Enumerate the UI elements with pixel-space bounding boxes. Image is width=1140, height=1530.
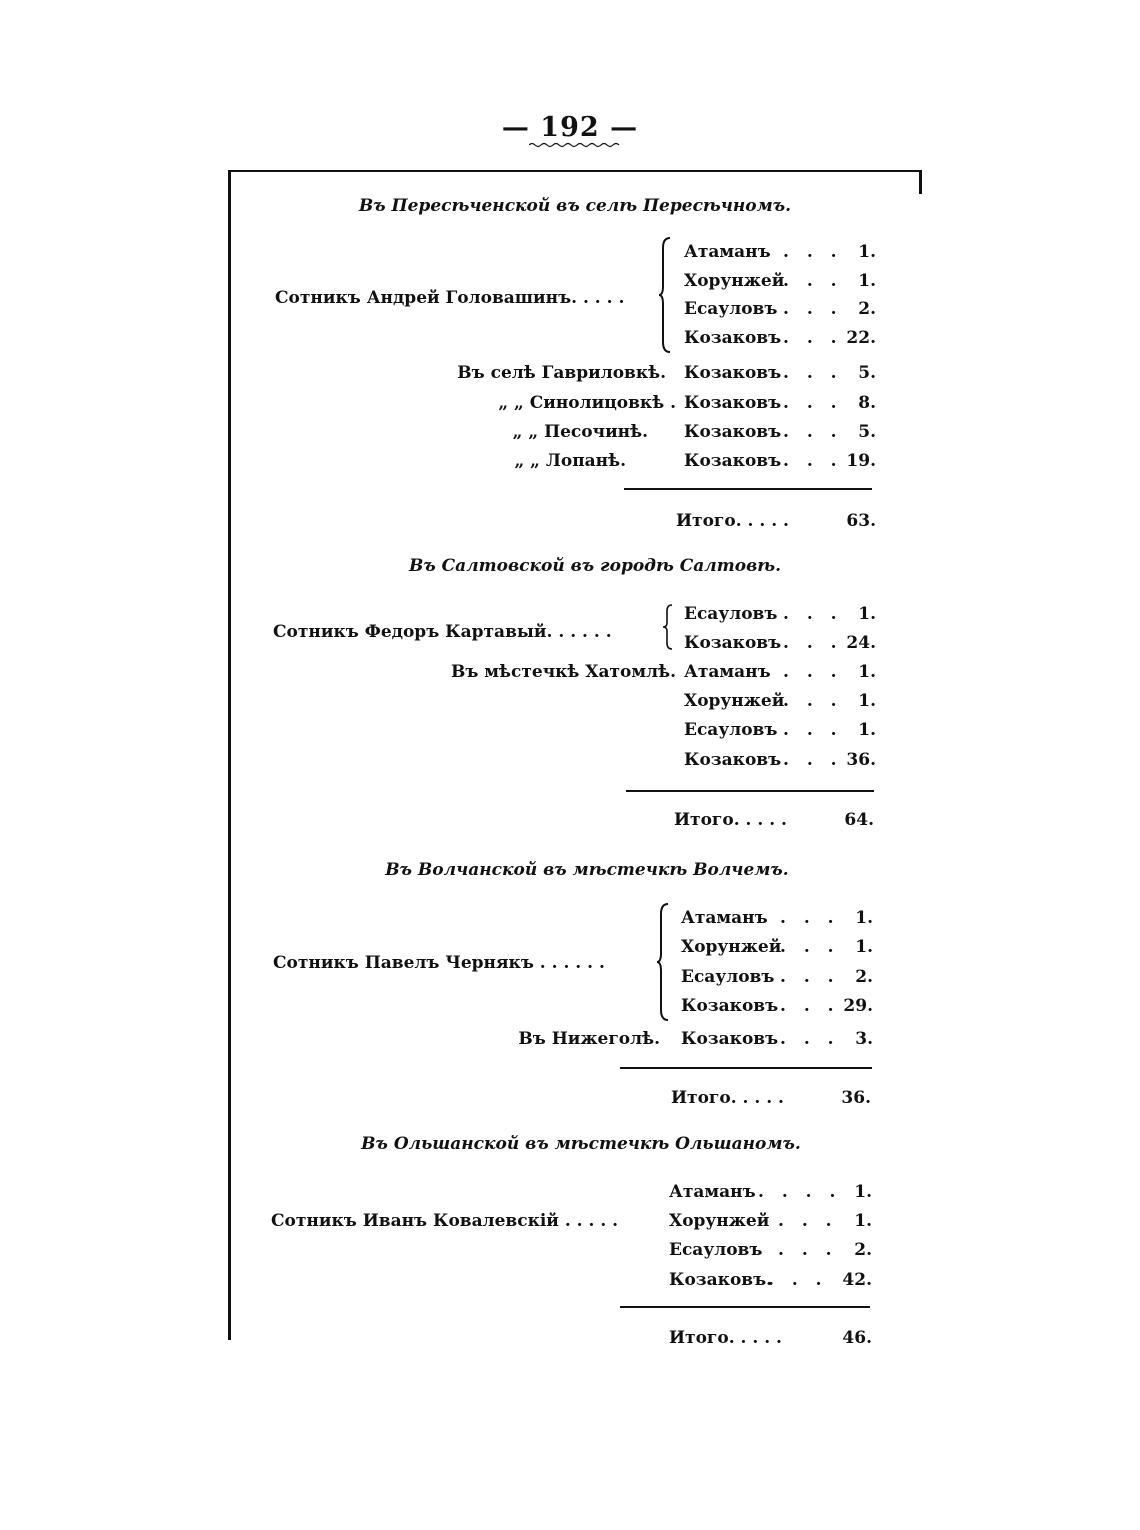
rank-label: Атаманъ bbox=[684, 662, 771, 682]
leader-dots: . . . bbox=[783, 662, 843, 682]
count-value: 22. bbox=[846, 328, 876, 348]
total-value: 46. bbox=[842, 1328, 872, 1348]
leader-dots: . . . bbox=[783, 604, 843, 624]
count-value: 1. bbox=[858, 691, 876, 711]
total-value: 36. bbox=[841, 1088, 871, 1108]
rank-label: Хорунжей bbox=[684, 271, 785, 291]
leader-dots: . . . bbox=[783, 422, 843, 442]
frame-top-rule bbox=[228, 170, 922, 172]
rank-label: Хорунжей bbox=[681, 937, 782, 957]
count-value: 1. bbox=[855, 908, 873, 928]
leader-dots: . . . bbox=[783, 750, 843, 770]
leader-dots: . . . bbox=[783, 393, 843, 413]
section-heading: Въ Ольшанской въ мѣстечкѣ Ольшаномъ. bbox=[361, 1134, 801, 1154]
count-value: 2. bbox=[854, 1240, 872, 1260]
village-name: „ „ Синолицовкѣ . bbox=[498, 393, 676, 413]
count-value: 3. bbox=[855, 1029, 873, 1049]
rank-label: Хорунжей bbox=[684, 691, 785, 711]
left-brace bbox=[658, 236, 672, 354]
count-value: 1. bbox=[858, 662, 876, 682]
count-value: 5. bbox=[858, 363, 876, 383]
page-number-underline bbox=[529, 142, 621, 148]
total-rule bbox=[620, 1067, 872, 1069]
leader-dots: . . . bbox=[783, 451, 843, 471]
count-value: 1. bbox=[858, 271, 876, 291]
total-label: Итого. . . . . bbox=[676, 511, 789, 531]
section-heading: Въ Пересѣченской въ селѣ Пересѣчномъ. bbox=[358, 196, 792, 216]
leader-dots: . . . bbox=[783, 691, 843, 711]
leader-dots: . . . . bbox=[758, 1182, 842, 1202]
count-value: 2. bbox=[855, 967, 873, 987]
leader-dots: . . . bbox=[778, 1240, 838, 1260]
rank-label: Есауловъ bbox=[681, 967, 775, 987]
officer-name: Сотникъ Андрей Головашинъ. . . . . bbox=[275, 288, 625, 308]
total-rule bbox=[626, 790, 874, 792]
total-value: 64. bbox=[844, 810, 874, 830]
rank-label: Есауловъ bbox=[684, 720, 778, 740]
officer-name: Сотникъ Иванъ Ковалевскій . . . . . bbox=[271, 1211, 619, 1231]
officer-name: Сотникъ Павелъ Чернякъ . . . . . . bbox=[273, 953, 605, 973]
count-value: 36. bbox=[846, 750, 876, 770]
count-value: 1. bbox=[858, 720, 876, 740]
frame-right-rule bbox=[919, 170, 922, 194]
leader-dots: . . . bbox=[783, 633, 843, 653]
rank-label: Козаковъ bbox=[684, 750, 782, 770]
rank-label: Козаковъ bbox=[684, 328, 782, 348]
rank-label: Козаковъ bbox=[681, 996, 779, 1016]
frame-left-rule bbox=[228, 170, 231, 1340]
leader-dots: . . . bbox=[780, 908, 840, 928]
count-value: 29. bbox=[843, 996, 873, 1016]
page-number: — 192 — bbox=[501, 112, 639, 143]
rank-label: Атаманъ bbox=[684, 242, 771, 262]
count-value: 42. bbox=[842, 1270, 872, 1290]
leader-dots: . . . bbox=[783, 720, 843, 740]
total-rule bbox=[624, 488, 872, 490]
leader-dots: . . . bbox=[780, 967, 840, 987]
rank-label: Есауловъ bbox=[684, 299, 778, 319]
leader-dots: . . . bbox=[783, 299, 843, 319]
total-value: 63. bbox=[846, 511, 876, 531]
village-name: „ „ Лопанѣ. bbox=[514, 451, 626, 471]
count-value: 1. bbox=[855, 937, 873, 957]
leader-dots: . . . bbox=[780, 937, 840, 957]
count-value: 1. bbox=[854, 1182, 872, 1202]
officer-name: Сотникъ Федоръ Картавый. . . . . . bbox=[273, 622, 612, 642]
count-value: 1. bbox=[858, 604, 876, 624]
count-value: 19. bbox=[846, 451, 876, 471]
village-name: Въ мѣстечкѣ Хатомлѣ. bbox=[450, 662, 676, 682]
left-brace bbox=[656, 902, 670, 1022]
leader-dots: . . . bbox=[768, 1270, 828, 1290]
village-name: Въ селѣ Гавриловкѣ. bbox=[457, 363, 666, 383]
count-value: 8. bbox=[858, 393, 876, 413]
leader-dots: . . . bbox=[783, 271, 843, 291]
rank-label: Козаковъ bbox=[684, 451, 782, 471]
count-value: 5. bbox=[858, 422, 876, 442]
rank-label: Есауловъ bbox=[669, 1240, 763, 1260]
leader-dots: . . . bbox=[783, 242, 843, 262]
left-brace bbox=[662, 603, 674, 651]
rank-label: Козаковъ. bbox=[669, 1270, 773, 1290]
section-heading: Въ Волчанской въ мѣстечкѣ Волчемъ. bbox=[385, 860, 789, 880]
count-value: 2. bbox=[858, 299, 876, 319]
total-label: Итого. . . . . bbox=[671, 1088, 784, 1108]
leader-dots: . . . bbox=[783, 363, 843, 383]
rank-label: Есауловъ bbox=[684, 604, 778, 624]
count-value: 1. bbox=[854, 1211, 872, 1231]
leader-dots: . . . bbox=[780, 1029, 840, 1049]
village-name: Въ Нижеголѣ. bbox=[518, 1029, 660, 1049]
total-rule bbox=[620, 1306, 870, 1308]
leader-dots: . . . bbox=[783, 328, 843, 348]
village-name: „ „ Песочинѣ. bbox=[512, 422, 648, 442]
leader-dots: . . . bbox=[780, 996, 840, 1016]
leader-dots: . . . bbox=[778, 1211, 838, 1231]
count-value: 1. bbox=[858, 242, 876, 262]
rank-label: Козаковъ bbox=[684, 363, 782, 383]
rank-label: Атаманъ bbox=[669, 1182, 756, 1202]
section-heading: Въ Салтовской въ городѣ Салтовѣ. bbox=[409, 556, 781, 576]
rank-label: Козаковъ bbox=[684, 633, 782, 653]
rank-label: Козаковъ bbox=[684, 393, 782, 413]
rank-label: Хорунжей bbox=[669, 1211, 770, 1231]
total-label: Итого. . . . . bbox=[674, 810, 787, 830]
rank-label: Козаковъ bbox=[684, 422, 782, 442]
rank-label: Атаманъ bbox=[681, 908, 768, 928]
count-value: 24. bbox=[846, 633, 876, 653]
rank-label: Козаковъ bbox=[681, 1029, 779, 1049]
total-label: Итого. . . . . bbox=[669, 1328, 782, 1348]
